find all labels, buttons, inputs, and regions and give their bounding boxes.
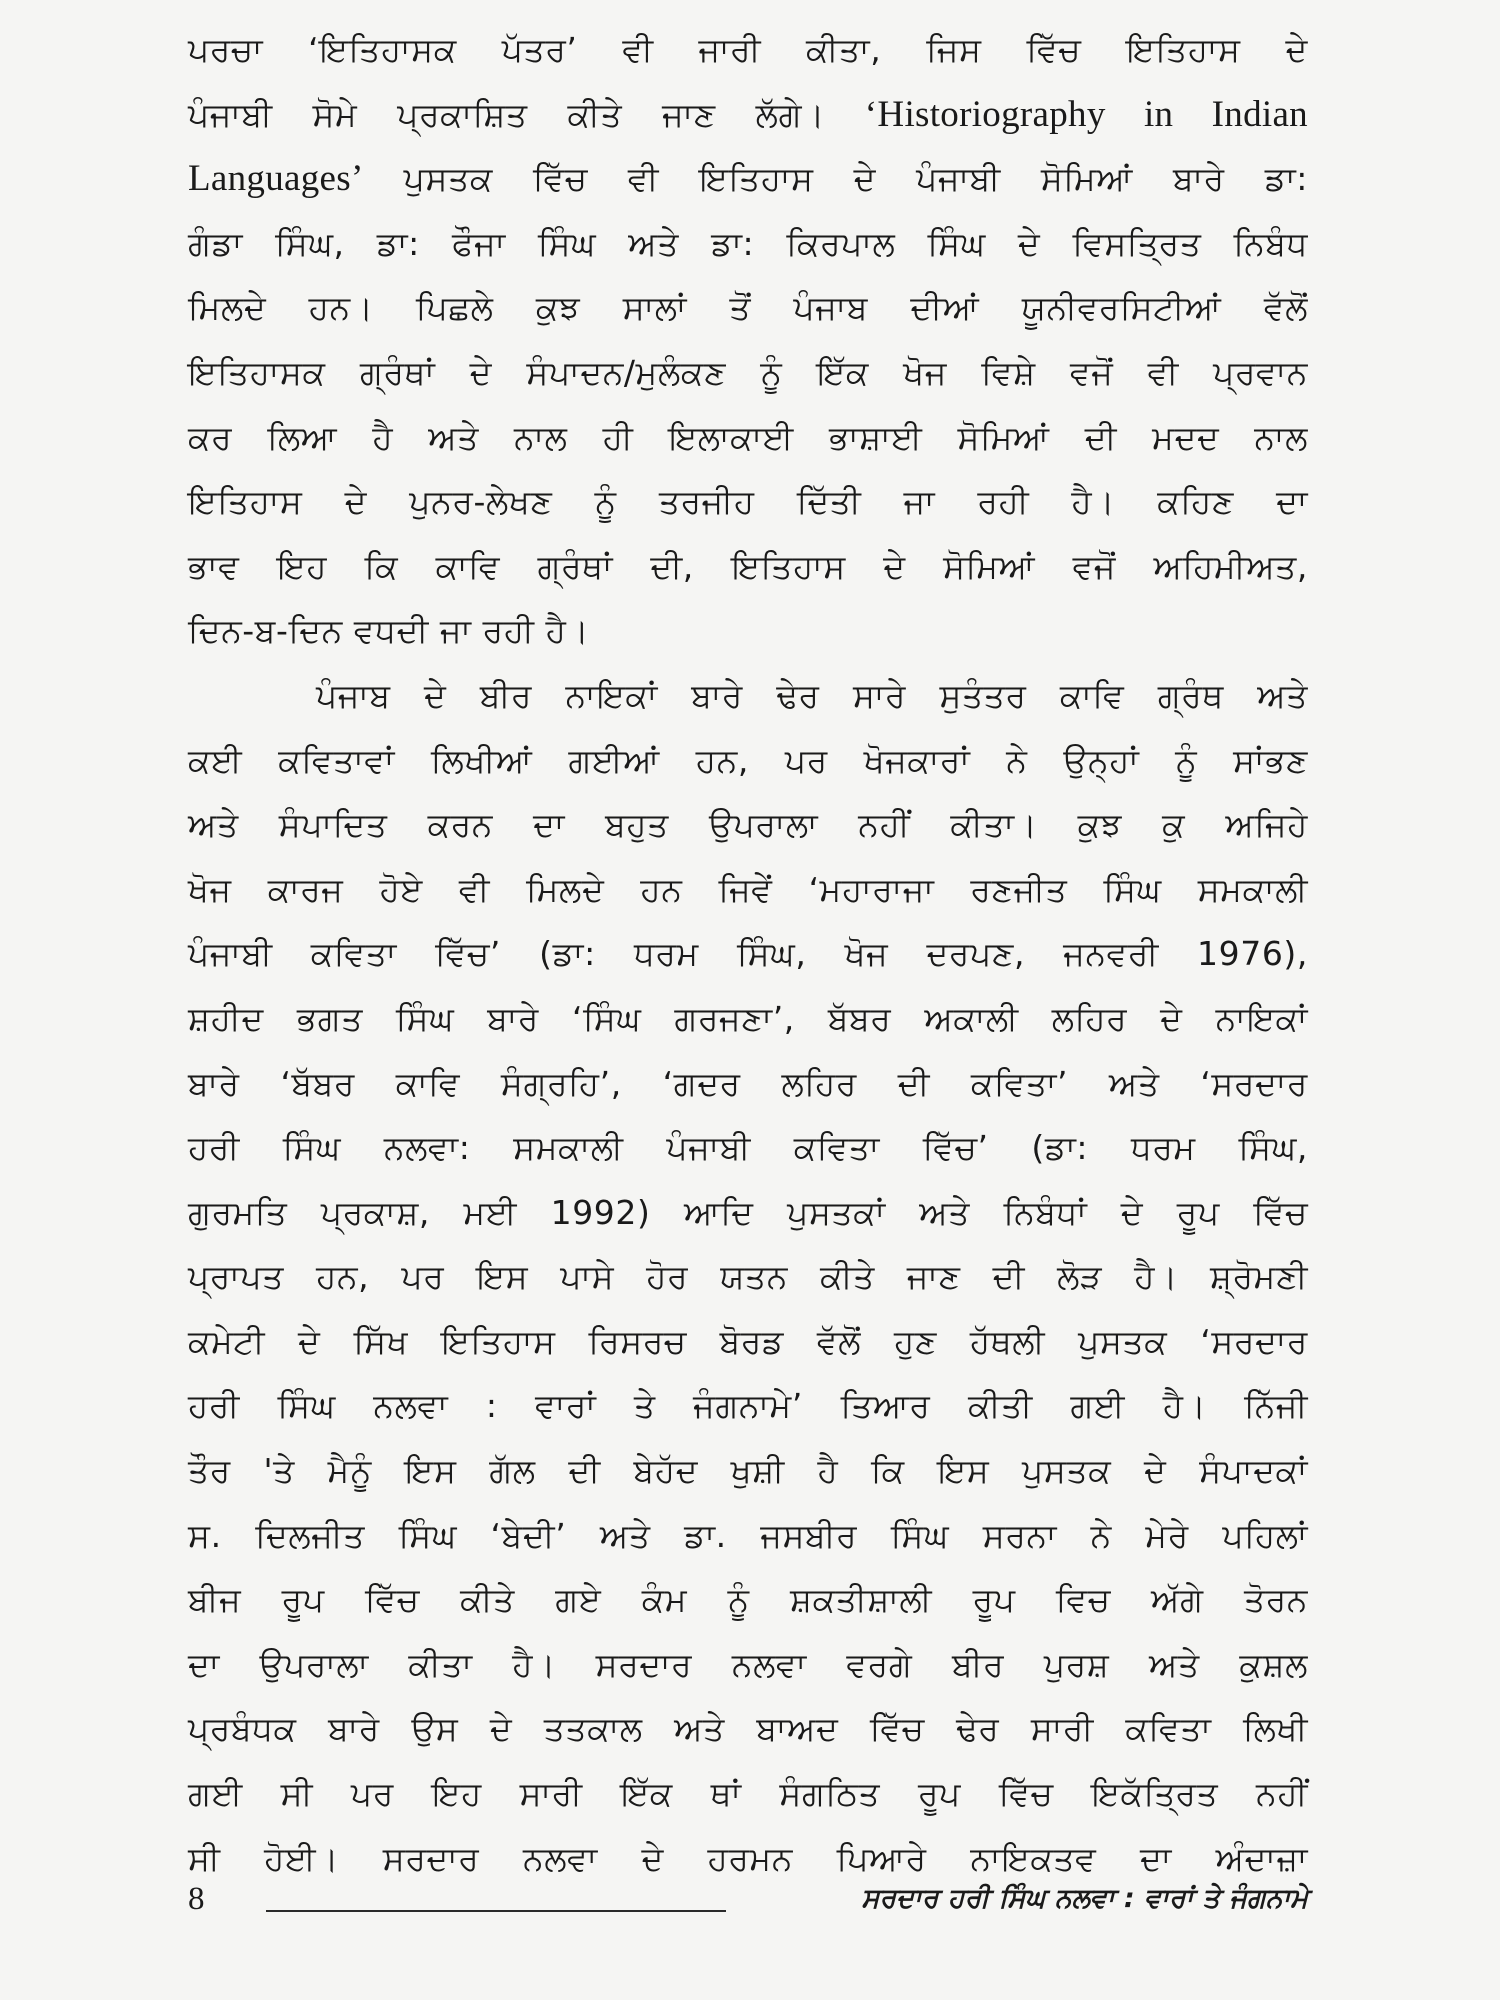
text-line-21: ਕਮੇਟੀ ਦੇ ਸਿੱਖ ਇਤਿਹਾਸ ਰਿਸਰਚ ਬੋਰਡ ਵੱਲੋਂ ਹੁਣ ਹੱਥਲੀ ਪੁਸਤਕ ‘ਸਰਦਾਰ (188, 1321, 1308, 1361)
text-line-29: ਸੀ ਹੋਈ। ਸਰਦਾਰ ਨਲਵਾ ਦੇ ਹਰਮਨ ਪਿਆਰੇ ਨਾਇਕਤਵ ਦਾ ਅੰਦਾਜ਼ਾ (188, 1838, 1308, 1878)
text-line-28: ਗਈ ਸੀ ਪਰ ਇਹ ਸਾਰੀ ਇੱਕ ਥਾਂ ਸੰਗਠਿਤ ਰੂਪ ਵਿੱਚ ਇਕੱਤ੍ਰਿਤ ਨਹੀਂ (188, 1774, 1308, 1814)
text-line-2-punjabi: ਪੰਜਾਬੀ ਸੋਮੇ ਪ੍ਰਕਾਸ਼ਿਤ ਕੀਤੇ ਜਾਣ ਲੱਗੇ। (188, 94, 825, 134)
text-line-16: ਸ਼ਹੀਦ ਭਗਤ ਸਿੰਘ ਬਾਰੇ ‘ਸਿੰਘ ਗਰਜਣਾ’, ਬੱਬਰ ਅਕਾਲੀ ਲਹਿਰ ਦੇ ਨਾਇਕਾਂ (188, 998, 1308, 1038)
text-line-3-latin: Languages’ (188, 158, 364, 200)
text-line-24: ਸ. ਦਿਲਜੀਤ ਸਿੰਘ ‘ਬੇਦੀ’ ਅਤੇ ਡਾ. ਜਸਬੀਰ ਸਿੰਘ ਸਰਨਾ ਨੇ ਮੇਰੇ ਪਹਿਲਾਂ (188, 1515, 1308, 1555)
text-line-19: ਗੁਰਮਤਿ ਪ੍ਰਕਾਸ਼, ਮਈ 1992) ਆਦਿ ਪੁਸਤਕਾਂ ਅਤੇ ਨਿਬੰਧਾਂ ਦੇ ਰੂਪ ਵਿੱਚ (188, 1192, 1308, 1232)
text-line-13: ਅਤੇ ਸੰਪਾਦਿਤ ਕਰਨ ਦਾ ਬਹੁਤ ਉਪਰਾਲਾ ਨਹੀਂ ਕੀਤਾ। ਕੁਝ ਕੁ ਅਜਿਹੇ (188, 805, 1308, 845)
text-line-17: ਬਾਰੇ ‘ਬੱਬਰ ਕਾਵਿ ਸੰਗ੍ਰਹਿ’, ‘ਗਦਰ ਲਹਿਰ ਦੀ ਕਵਿਤਾ’ ਅਤੇ ‘ਸਰਦਾਰ (188, 1063, 1308, 1103)
text-line-12: ਕਈ ਕਵਿਤਾਵਾਂ ਲਿਖੀਆਂ ਗਈਆਂ ਹਨ, ਪਰ ਖੋਜਕਾਰਾਂ ਨੇ ਉਨ੍ਹਾਂ ਨੂੰ ਸਾਂਭਣ (188, 740, 1308, 780)
page-number: 8 (188, 1881, 205, 1917)
text-line-15: ਪੰਜਾਬੀ ਕਵਿਤਾ ਵਿੱਚ’ (ਡਾ: ਧਰਮ ਸਿੰਘ, ਖੋਜ ਦਰਪਣ, ਜਨਵਰੀ 1976), (188, 934, 1308, 974)
text-line-3 (188, 147, 1308, 212)
text-line-26: ਦਾ ਉਪਰਾਲਾ ਕੀਤਾ ਹੈ। ਸਰਦਾਰ ਨਲਵਾ ਵਰਗੇ ਬੀਰ ਪੁਰਸ਼ ਅਤੇ ਕੁਸ਼ਲ (188, 1644, 1308, 1684)
text-line-10: ਦਿਨ-ਬ-ਦਿਨ ਵਧਦੀ ਜਾ ਰਹੀ ਹੈ। (188, 611, 590, 651)
text-line-5: ਮਿਲਦੇ ਹਨ। ਪਿਛਲੇ ਕੁਝ ਸਾਲਾਂ ਤੋਂ ਪੰਜਾਬ ਦੀਆਂ ਯੂਨੀਵਰਸਿਟੀਆਂ ਵੱਲੋਂ (188, 288, 1308, 328)
text-line-9: ਭਾਵ ਇਹ ਕਿ ਕਾਵਿ ਗ੍ਰੰਥਾਂ ਦੀ, ਇਤਿਹਾਸ ਦੇ ਸੋਮਿਆਂ ਵਜੋਂ ਅਹਿਮੀਅਤ, (188, 546, 1308, 586)
footer-rule (266, 1910, 726, 1912)
text-line-6: ਇਤਿਹਾਸਕ ਗ੍ਰੰਥਾਂ ਦੇ ਸੰਪਾਦਨ/ਮੁਲੰਕਣ ਨੂੰ ਇੱਕ ਖੋਜ ਵਿਸ਼ੇ ਵਜੋਂ ਵੀ ਪ੍ਰਵਾਨ (188, 352, 1308, 392)
text-line-25: ਬੀਜ ਰੂਪ ਵਿੱਚ ਕੀਤੇ ਗਏ ਕੰਮ ਨੂੰ ਸ਼ਕਤੀਸ਼ਾਲੀ ਰੂਪ ਵਿਚ ਅੱਗੇ ਤੋਰਨ (188, 1580, 1308, 1620)
text-line-27: ਪ੍ਰਬੰਧਕ ਬਾਰੇ ਉਸ ਦੇ ਤਤਕਾਲ ਅਤੇ ਬਾਅਦ ਵਿੱਚ ਢੇਰ ਸਾਰੀ ਕਵਿਤਾ ਲਿਖੀ (188, 1709, 1308, 1749)
text-line-2 (188, 83, 1308, 148)
text-line-22: ਹਰੀ ਸਿੰਘ ਨਲਵਾ : ਵਾਰਾਂ ਤੇ ਜੰਗਨਾਮੇ’ ਤਿਆਰ ਕੀਤੀ ਗਈ ਹੈ। ਨਿੱਜੀ (188, 1386, 1308, 1426)
text-line-11: ਪੰਜਾਬ ਦੇ ਬੀਰ ਨਾਇਕਾਂ ਬਾਰੇ ਢੇਰ ਸਾਰੇ ਸੁਤੰਤਰ ਕਾਵਿ ਗ੍ਰੰਥ ਅਤੇ (316, 675, 1308, 715)
text-line-14: ਖੋਜ ਕਾਰਜ ਹੋਏ ਵੀ ਮਿਲਦੇ ਹਨ ਜਿਵੇਂ ‘ਮਹਾਰਾਜਾ ਰਣਜੀਤ ਸਿੰਘ ਸਮਕਾਲੀ (188, 869, 1308, 909)
page-footer (188, 1874, 1308, 1924)
text-line-23: ਤੌਰ 'ਤੇ ਮੈਨੂੰ ਇਸ ਗੱਲ ਦੀ ਬੇਹੱਦ ਖੁਸ਼ੀ ਹੈ ਕਿ ਇਸ ਪੁਸਤਕ ਦੇ ਸੰਪਾਦਕਾਂ (188, 1451, 1308, 1491)
text-line-2-latin: ‘Historiography in Indian (864, 93, 1308, 135)
body-text (188, 18, 1308, 1891)
text-line-18: ਹਰੀ ਸਿੰਘ ਨਲਵਾ: ਸਮਕਾਲੀ ਪੰਜਾਬੀ ਕਵਿਤਾ ਵਿੱਚ’ (ਡਾ: ਧਰਮ ਸਿੰਘ, (188, 1128, 1308, 1168)
text-line-7: ਕਰ ਲਿਆ ਹੈ ਅਤੇ ਨਾਲ ਹੀ ਇਲਾਕਾਈ ਭਾਸ਼ਾਈ ਸੋਮਿਆਂ ਦੀ ਮਦਦ ਨਾਲ (188, 417, 1308, 457)
text-line-3-punjabi: ਪੁਸਤਕ ਵਿੱਚ ਵੀ ਇਤਿਹਾਸ ਦੇ ਪੰਜਾਬੀ ਸੋਮਿਆਂ ਬਾਰੇ ਡਾ: (403, 159, 1308, 199)
text-line-1: ਪਰਚਾ ‘ਇਤਿਹਾਸਕ ਪੱਤਰ’ ਵੀ ਜਾਰੀ ਕੀਤਾ, ਜਿਸ ਵਿੱਚ ਇਤਿਹਾਸ ਦੇ (188, 30, 1308, 69)
text-line-8: ਇਤਿਹਾਸ ਦੇ ਪੁਨਰ-ਲੇਖਣ ਨੂੰ ਤਰਜੀਹ ਦਿੱਤੀ ਜਾ ਰਹੀ ਹੈ। ਕਹਿਣ ਦਾ (188, 482, 1308, 522)
text-line-4: ਗੰਡਾ ਸਿੰਘ, ਡਾ: ਫੌਜਾ ਸਿੰਘ ਅਤੇ ਡਾ: ਕਿਰਪਾਲ ਸਿੰਘ ਦੇ ਵਿਸਤ੍ਰਿਤ ਨਿਬੰਧ (188, 223, 1308, 263)
text-line-20: ਪ੍ਰਾਪਤ ਹਨ, ਪਰ ਇਸ ਪਾਸੇ ਹੋਰ ਯਤਨ ਕੀਤੇ ਜਾਣ ਦੀ ਲੋੜ ਹੈ। ਸ਼੍ਰੋਮਣੀ (188, 1257, 1308, 1297)
running-title: ਸਰਦਾਰ ਹਰੀ ਸਿੰਘ ਨਲਵਾ : ਵਾਰਾਂ ਤੇ ਜੰਗਨਾਮੇ (861, 1883, 1308, 1914)
